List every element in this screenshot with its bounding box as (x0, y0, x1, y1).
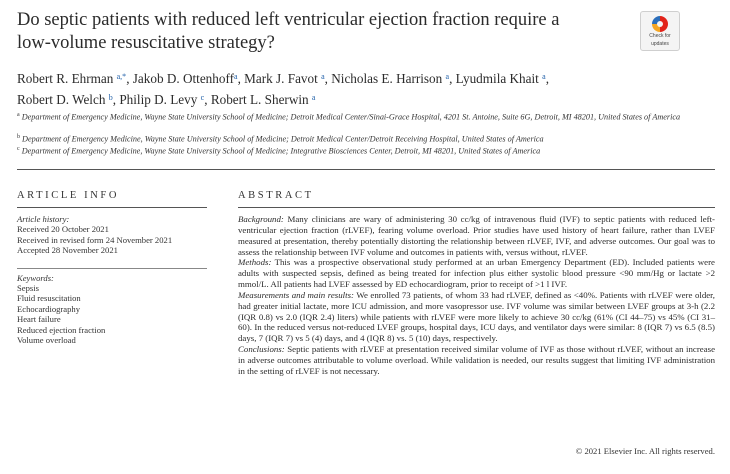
copyright-notice: © 2021 Elsevier Inc. All rights reserved. (575, 446, 715, 456)
abstract-conclusions (238, 344, 715, 377)
author-name[interactable]: Lyudmila Khait (455, 71, 539, 86)
abstract-section-label: Background: (238, 214, 284, 224)
author-name[interactable]: Robert L. Sherwin (210, 92, 309, 107)
abstract-body (238, 214, 715, 377)
author-name[interactable]: Robert D. Welch (17, 92, 106, 107)
abstract-section-text: We enrolled 73 patients, of whom 33 had rLVEF, defined as <40%. Patients with rLVEF were older, had greater initial lactate, more ICU admission, and more vasopressor use. IVF volume was similar between LVEF groups at 3-h (2.2 (IQR 0.8) vs 2.0 (IQR 2.4) liters) while patients with rLVEF were more likely to achieve 30 cc/kg (61% (CI 44–75) vs 45% (CI 31–60). In the reduced versus not-reduced LVEF groups, hospital days, ICU days, and ventilator days were similar: 8 (IQR 7) vs 6.5 (8.5) days, 7 (IQR 7) vs 5 (4) days, and 4 (IQR 8) vs. 5 (10) days, respectively. (238, 289, 715, 344)
author-name[interactable]: Robert R. Ehrman (17, 71, 114, 86)
abstract-section-label: Conclusions: (238, 344, 285, 355)
badge-line-1: Check for (649, 33, 671, 39)
keywords-divider (17, 268, 207, 269)
history-item: Received 20 October 2021 (17, 224, 109, 235)
author-affil-mark[interactable]: a (321, 72, 325, 81)
keyword: Heart failure (17, 314, 61, 325)
author-name[interactable]: Nicholas E. Harrison (331, 71, 443, 86)
affiliation-a (17, 110, 717, 123)
affiliation-c (17, 144, 717, 157)
affiliation-mark: c (17, 146, 20, 152)
article-info-heading: ARTICLE INFO (17, 190, 120, 201)
author-affil-mark[interactable]: c (200, 93, 205, 102)
abstract-divider (238, 207, 715, 208)
author-affil-mark[interactable]: a,* (116, 72, 127, 81)
author-name[interactable]: Philip D. Levy (119, 92, 198, 107)
author-affil-mark[interactable]: a (445, 72, 450, 81)
article-title: Do septic patients with reduced left ventricular ejection fraction require a low-volume resuscitative strategy? (17, 10, 560, 53)
author-affil-mark[interactable]: b (108, 93, 113, 102)
abstract-background (238, 214, 715, 257)
keyword: Volume overload (17, 335, 76, 346)
history-item: Received in revised form 24 November 2021 (17, 234, 173, 245)
article-info-divider (17, 207, 207, 208)
author-name[interactable]: Mark J. Favot (244, 71, 318, 86)
abstract-methods (238, 257, 715, 290)
affiliation-text: Department of Emergency Medicine, Wayne State University School of Medicine; Integrative Biosciences Center, Detroit, MI 48201, United States of America (21, 146, 541, 156)
history-item: Accepted 28 November 2021 (17, 245, 118, 256)
article-info-column (17, 214, 207, 345)
author-list: Robert R. Ehrman $^{a,*}$, Jakob D. Ottenhoff$^a$, Mark J. Favot $^a$, Nicholas E. Harrison $^a$, Lyudmila Khait $^a$, Robert D. Welch $^b$, Philip D. Levy $^c$, Robert L. Sherwin $^a$ (17, 71, 549, 107)
abstract-section-text: Septic patients with rLVEF at presentation received similar volume of IVF as those without rLVEF, without an increase in adverse outcomes attributable to volume overload. While validation is needed, our results suggest that limiting IVF administration in the setting of rLVEF is not necessary. (238, 344, 716, 376)
keyword: Sepsis (17, 283, 39, 294)
badge-line-2: updates (651, 40, 669, 47)
keyword: Reduced ejection fraction (17, 324, 106, 335)
header-divider (17, 169, 715, 170)
affiliation-text: Department of Emergency Medicine, Wayne State University School of Medicine; Detroit Medical Center/Detroit Receiving Hospital, United States of America (22, 134, 544, 144)
keyword: Fluid resuscitation (17, 293, 81, 304)
abstract-heading: ABSTRACT (238, 190, 314, 201)
abstract-section-label: Methods: (238, 257, 272, 268)
abstract-section-text: This was a prospective observational study performed at an urban Emergency Department (ED). Included patients were adults with suspected sepsis, defined as being treated for infection plus either systolic blood pressure <90 mm/Hg or lactate >2 mmol/L. All patients had LVEF assessed by ED echocardiogram, prior to receipt of >1 l IVF. (238, 257, 715, 290)
abstract-section-label: Measurements and main results: (238, 289, 354, 300)
affiliation-mark: a (17, 112, 20, 118)
history-label: Article history: (17, 214, 70, 224)
keyword: Echocardiography (17, 303, 80, 314)
abstract-section-text: Many clinicians are wary of administering 30 cc/kg of intravenous fluid (IVF) to septic patients with reduced left-ventricular ejection fraction (rLVEF), fearing volume overload. Prior studies have used history of heart failure, rather than LVEF measured at presentation, thereby potentially distorting the relationship between rLVEF, IVF, and adverse outcomes. Our goal was to assess the relationship between IVF volume and outcomes in patients with, versus without, rLVEF. (238, 214, 715, 257)
author-affil-mark[interactable]: a (234, 72, 238, 81)
affiliation-text: Department of Emergency Medicine, Wayne State University School of Medicine; Detroit Medical Center/Sinai-Grace Hospital, 4201 St. Antoine, Suite 6G, Detroit, MI 48201, United States of America (21, 112, 681, 122)
keywords-label: Keywords: (17, 272, 54, 283)
author-affil-mark[interactable]: a (311, 93, 316, 102)
check-for-updates-badge[interactable] (640, 11, 680, 51)
author-name[interactable]: Jakob D. Ottenhoff (132, 71, 234, 86)
author-affil-mark[interactable]: a (542, 72, 546, 81)
crossmark-icon (652, 16, 668, 32)
affiliation-mark: b (17, 134, 20, 140)
abstract-results (238, 290, 715, 344)
